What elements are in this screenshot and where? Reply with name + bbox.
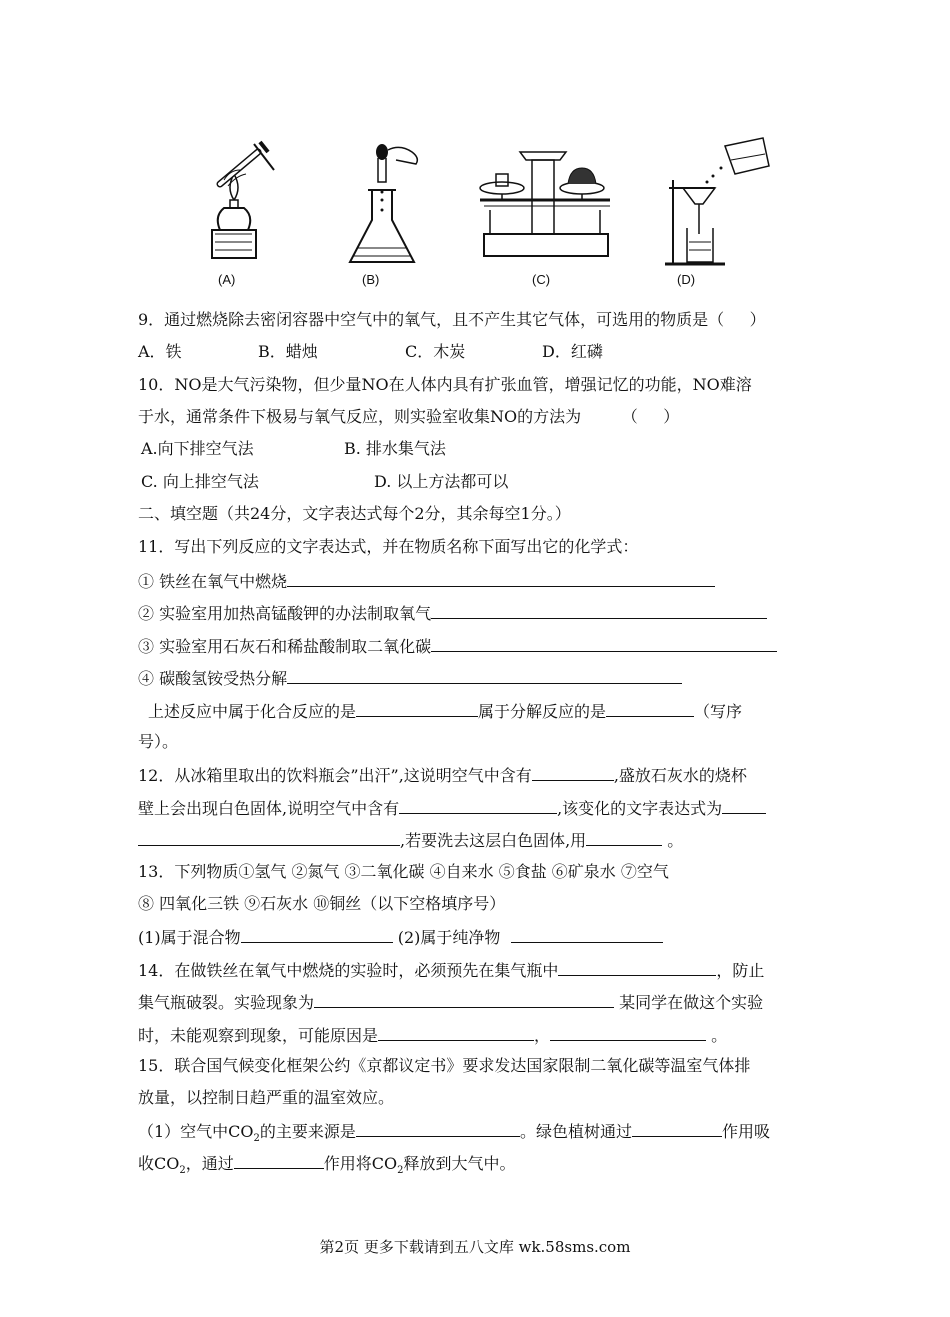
q9-option-d: D．红磷	[542, 342, 603, 361]
q15-l3b: 的主要来源是	[259, 1122, 356, 1141]
q15-l3d: 作用吸	[721, 1122, 770, 1141]
q14-l1a: 14．在做铁丝在氧气中燃烧的实验时，必须预先在集气瓶中	[138, 961, 559, 980]
q9-stem: 9．通过燃烧除去密闭容器中空气中的氧气，且不产生其它气体，可选用的物质是（ ）	[138, 310, 766, 329]
q15-l4c: 作用将CO	[323, 1154, 398, 1173]
q14-l1b: ，防止	[716, 961, 765, 980]
q11-tail	[148, 699, 742, 723]
q14-l3c: 。	[706, 1026, 728, 1045]
q11-blank-1[interactable]	[287, 569, 715, 587]
q10-options-row2	[141, 471, 509, 493]
q12-l1a: 12．从冰箱里取出的饮料瓶会”出汗”,这说明空气中含有	[138, 766, 532, 785]
q11-item-4	[138, 666, 682, 690]
q10-option-d: D. 以上方法都可以	[374, 472, 509, 491]
q15-absorb-blank[interactable]	[632, 1119, 722, 1137]
q12-blank-3a[interactable]	[722, 796, 766, 814]
q14-line-3	[138, 1023, 727, 1047]
q11-decomposition-blank[interactable]	[606, 699, 694, 717]
section-2-title: 二、填空题（共24分，文字表达式每个2分，其余每空1分。）	[138, 504, 571, 523]
q15-l4-sub2: 2	[397, 1165, 404, 1177]
q10-option-a: A.向下排空气法	[141, 439, 254, 458]
q9-option-a: A．铁	[138, 342, 182, 361]
q11-tail-c: （写序	[694, 702, 743, 721]
q11-item-3-text: ③ 实验室用石灰石和稀盐酸制取二氧化碳	[138, 637, 432, 656]
page-footer: 第2页 更多下载请到五八文库 wk.58sms.com	[319, 1238, 631, 1256]
figure-b-flask-dropper	[340, 130, 430, 287]
q12-blank-1[interactable]	[532, 763, 614, 781]
q15-l4a: 收CO	[138, 1154, 180, 1173]
q15-l3a: （1）空气中CO	[138, 1122, 254, 1141]
q13-mixture-blank[interactable]	[241, 925, 393, 943]
q14-l2b: 某同学在做这个实验	[614, 993, 764, 1012]
q11-combination-blank[interactable]	[356, 699, 478, 717]
q14-l3b: ，	[534, 1026, 551, 1045]
q14-blank-1[interactable]	[558, 958, 716, 976]
q10-option-b: B. 排水集气法	[344, 439, 446, 458]
q9-option-b: B．蜡烛	[258, 342, 318, 361]
q10-stem-line2: 于水，通常条件下极易与氧气反应，则实验室收集NO的方法为 （ ）	[138, 407, 680, 426]
q14-blank-4[interactable]	[550, 1023, 706, 1041]
figure-d-filtration	[655, 130, 785, 287]
q14-l2a: 集气瓶破裂。实验现象为	[138, 993, 315, 1012]
q11-item-2-text: ② 实验室用加热高锰酸钾的办法制取氧气	[138, 604, 432, 623]
q11-item-4-text: ④ 碳酸氢铵受热分解	[138, 669, 288, 688]
q14-l3a: 时，未能观察到现象，可能原因是	[138, 1026, 379, 1045]
figure-b-caption: (B)	[362, 272, 380, 287]
q15-line-1: 15．联合国气候变化框架公约《京都议定书》要求发达国家限制二氧化碳等温室气体排	[138, 1056, 751, 1075]
q10-options-row1	[141, 438, 446, 460]
q9-options	[138, 341, 603, 363]
q9-option-c: C．木炭	[405, 342, 466, 361]
figure-a-caption: (A)	[218, 272, 236, 287]
figure-d-caption: (D)	[677, 272, 696, 287]
q15-source-blank[interactable]	[356, 1119, 520, 1137]
q14-line-2	[138, 990, 763, 1014]
q10-option-c: C. 向上排空气法	[141, 472, 259, 491]
q14-blank-2[interactable]	[314, 990, 614, 1008]
q12-l2a: 壁上会出现白色固体,说明空气中含有	[138, 799, 400, 818]
q15-release-blank[interactable]	[234, 1151, 324, 1169]
q15-line-4	[138, 1151, 516, 1182]
figure-c-balance	[470, 130, 620, 287]
q13-line-1: 13．下列物质①氢气 ②氮气 ③二氧化碳 ④自来水 ⑤食盐 ⑥矿泉水 ⑦空气	[138, 862, 669, 881]
q13-line-3	[138, 925, 663, 949]
q10-stem-line1: 10．NO是大气污染物，但少量NO在人体内具有扩张血管，增强记忆的功能，NO难溶	[138, 375, 752, 394]
q15-l4d: 释放到大气中。	[403, 1154, 516, 1173]
q12-l2b: ,该变化的文字表达式为	[557, 799, 723, 818]
q15-line-2: 放量，以控制日趋严重的温室效应。	[138, 1088, 395, 1107]
q12-l1b: ,盛放石灰水的烧杯	[613, 766, 747, 785]
q13-pure-blank[interactable]	[511, 925, 663, 943]
apparatus-figures	[190, 130, 790, 295]
q13-part-2: (2)属于纯净物	[392, 928, 511, 947]
q12-l3a: ,若要洗去这层白色固体,用	[400, 831, 587, 850]
q12-line-2	[138, 796, 766, 820]
q11-tail-b: 属于分解反应的是	[478, 702, 607, 721]
q11-blank-2[interactable]	[431, 601, 767, 619]
q15-l4b: ，通过	[185, 1154, 234, 1173]
figure-c-caption: (C)	[532, 272, 551, 287]
q11-tail-a: 上述反应中属于化合反应的是	[148, 702, 357, 721]
q15-l3-sub: 2	[253, 1133, 260, 1145]
q15-l4-sub: 2	[179, 1165, 186, 1177]
q15-line-3	[138, 1119, 770, 1150]
q11-stem: 11．写出下列反应的文字表达式，并在物质名称下面写出它的化学式：	[138, 537, 639, 556]
q14-blank-3[interactable]	[378, 1023, 534, 1041]
q13-part-1: (1)属于混合物	[138, 928, 241, 947]
q11-blank-4[interactable]	[287, 666, 682, 684]
q11-item-2	[138, 601, 767, 625]
q12-line-3	[138, 828, 683, 852]
q11-item-3	[138, 634, 777, 658]
q11-item-1-text: ① 铁丝在氧气中燃烧	[138, 572, 288, 591]
q11-item-1	[138, 569, 715, 593]
q15-l3c: 。绿色植树通过	[519, 1122, 632, 1141]
q13-line-2: ⑧ 四氧化三铁 ⑨石灰水 ⑩铜丝（以下空格填序号）	[138, 894, 506, 913]
figure-a-alcohol-lamp	[200, 130, 290, 287]
q12-blank-2[interactable]	[399, 796, 557, 814]
q12-blank-3b[interactable]	[138, 828, 400, 846]
q12-l3b: 。	[662, 831, 684, 850]
q12-line-1	[138, 763, 747, 787]
q11-tail-end: 号）。	[138, 732, 179, 751]
q12-blank-4[interactable]	[586, 828, 662, 846]
q11-blank-3[interactable]	[431, 634, 777, 652]
q14-line-1	[138, 958, 764, 982]
